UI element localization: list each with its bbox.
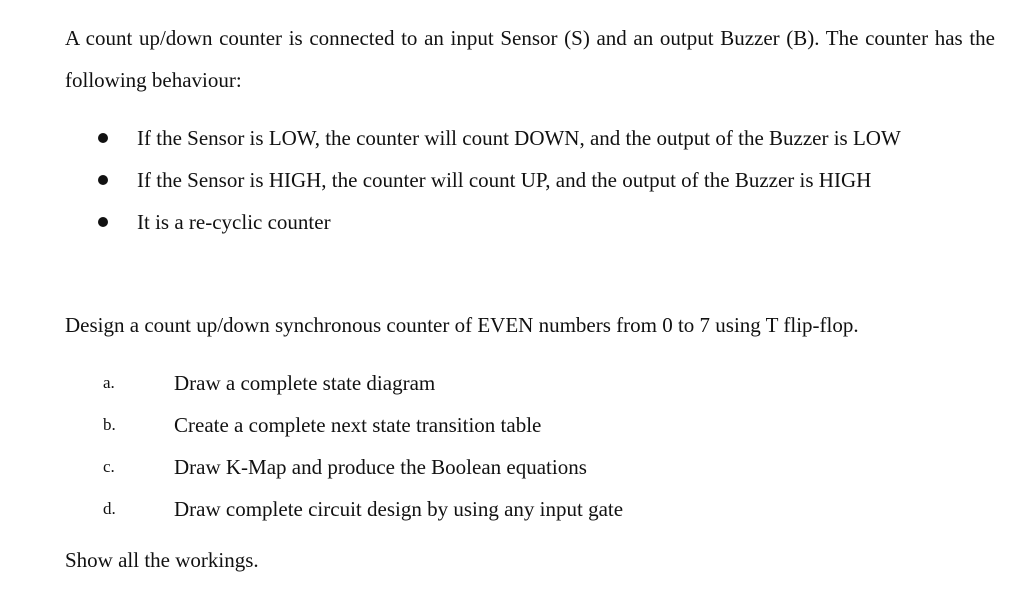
bullet-icon: [98, 217, 108, 227]
task-letter: b.: [103, 415, 116, 434]
design-instruction: Design a count up/down synchronous counter of EVEN numbers from 0 to 7 using T flip-flop.: [65, 313, 859, 337]
task-text: Draw K-Map and produce the Boolean equations: [174, 455, 587, 479]
behaviour-item-text: It is a re-cyclic counter: [137, 210, 331, 234]
task-text: Create a complete next state transition table: [174, 413, 542, 437]
behaviour-item-sensor-low: [0, 117, 1027, 159]
task-letter: c.: [103, 457, 115, 476]
bullet-icon: [98, 175, 108, 185]
behaviour-item-recyclic: [0, 201, 1027, 243]
task-text: Draw a complete state diagram: [174, 371, 436, 395]
task-item-a: [0, 362, 1027, 404]
task-text: Draw complete circuit design by using any input gate: [174, 497, 624, 521]
task-item-c: [0, 446, 1027, 488]
behaviour-item-text: If the Sensor is HIGH, the counter will count UP, and the output of the Buzzer is HIGH: [137, 168, 872, 192]
closing-note: Show all the workings.: [65, 548, 259, 572]
task-item-b: [0, 404, 1027, 446]
behaviour-item-text: If the Sensor is LOW, the counter will count DOWN, and the output of the Buzzer is LOW: [137, 126, 901, 150]
behaviour-item-sensor-high: [0, 159, 1027, 201]
intro-paragraph: A count up/down counter is connected to an input Sensor (S) and an output Buzzer (B). The counter has the following behaviour:: [65, 26, 995, 92]
task-letter: d.: [103, 499, 116, 518]
task-item-d: [0, 488, 1027, 530]
task-letter: a.: [103, 373, 115, 392]
task-list: [0, 362, 1027, 530]
bullet-icon: [98, 133, 108, 143]
behaviour-list: [0, 117, 1027, 243]
